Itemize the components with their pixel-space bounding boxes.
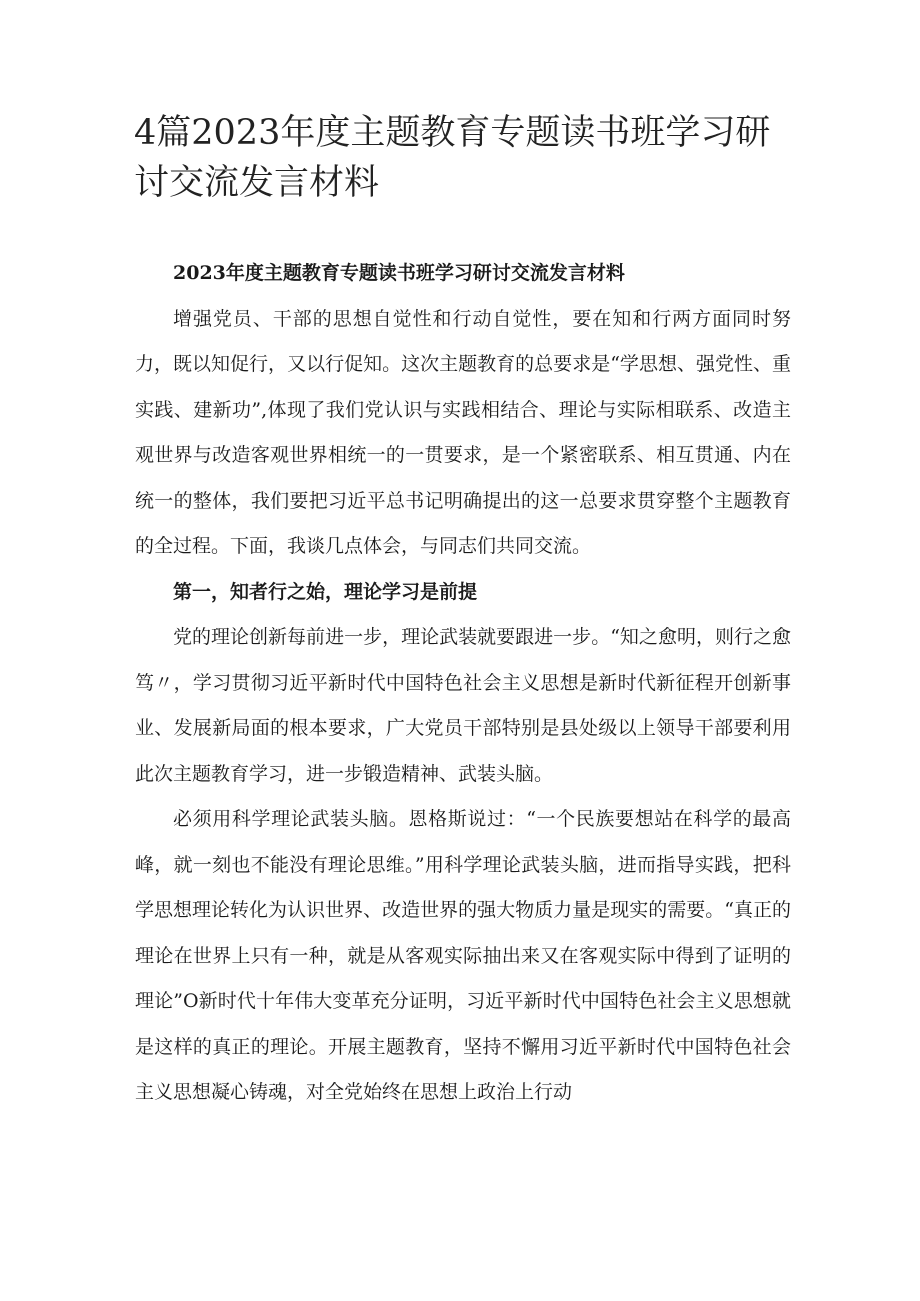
section-heading-1: 第一，知者行之始，理论学习是前提 — [173, 580, 478, 603]
section1-paragraph-1: 党的理论创新每前进一步，理论武装就要跟进一步。“知之愈明，则行之愈笃〃，学习贯彻习近平新时代中国特色社会主义思想是新时代新征程开创新事业、发展新局面的根本要求，广大党员干部特别是县处级以上领导干部要利用此次主题教育学习，进一步锻造精神、武装头脑。 — [135, 626, 791, 785]
section1-paragraph-2: 必须用科学理论武装头脑。恩格斯说过：“一个民族要想站在科学的最高峰，就一刻也不能没有理论思维。”用科学理论武装头脑，进而指导实践，把科学思想理论转化为认识世界、改造世界的强大物质力量是现实的需要。“真正的理论在世界上只有一种，就是从客观实际抽出来又在客观实际中得到了证明的理论”O新时代十年伟大变革充分证明，习近平新时代中国特色社会主义思想就是这样的真正的理论。开展主题教育，坚持不懈用习近平新时代中国特色社会主义思想凝心铸魂，对全党始终在思想上政治上行动 — [135, 808, 791, 1103]
intro-paragraph: 增强党员、干部的思想自觉性和行动自觉性，要在知和行两方面同时努力，既以知促行，又以行促知。这次主题教育的总要求是“学思想、强党性、重实践、建新功”,体现了我们党认识与实践相结合、理论与实际相联系、改造主观世界与改造客观世界相统一的一贯要求，是一个紧密联系、相互贯通、内在统一的整体，我们要把习近平总书记明确提出的这一总要求贯穿整个主题教育的全过程。下面，我谈几点体会，与同志们共同交流。 — [135, 307, 791, 557]
subtitle-heading: 2023年度主题教育专题读书班学习研讨交流发言材料 — [173, 262, 625, 284]
document-body — [135, 251, 791, 1116]
document-title: 4篇2023年度主题教育专题读书班学习研讨交流发言材料 — [134, 113, 771, 203]
